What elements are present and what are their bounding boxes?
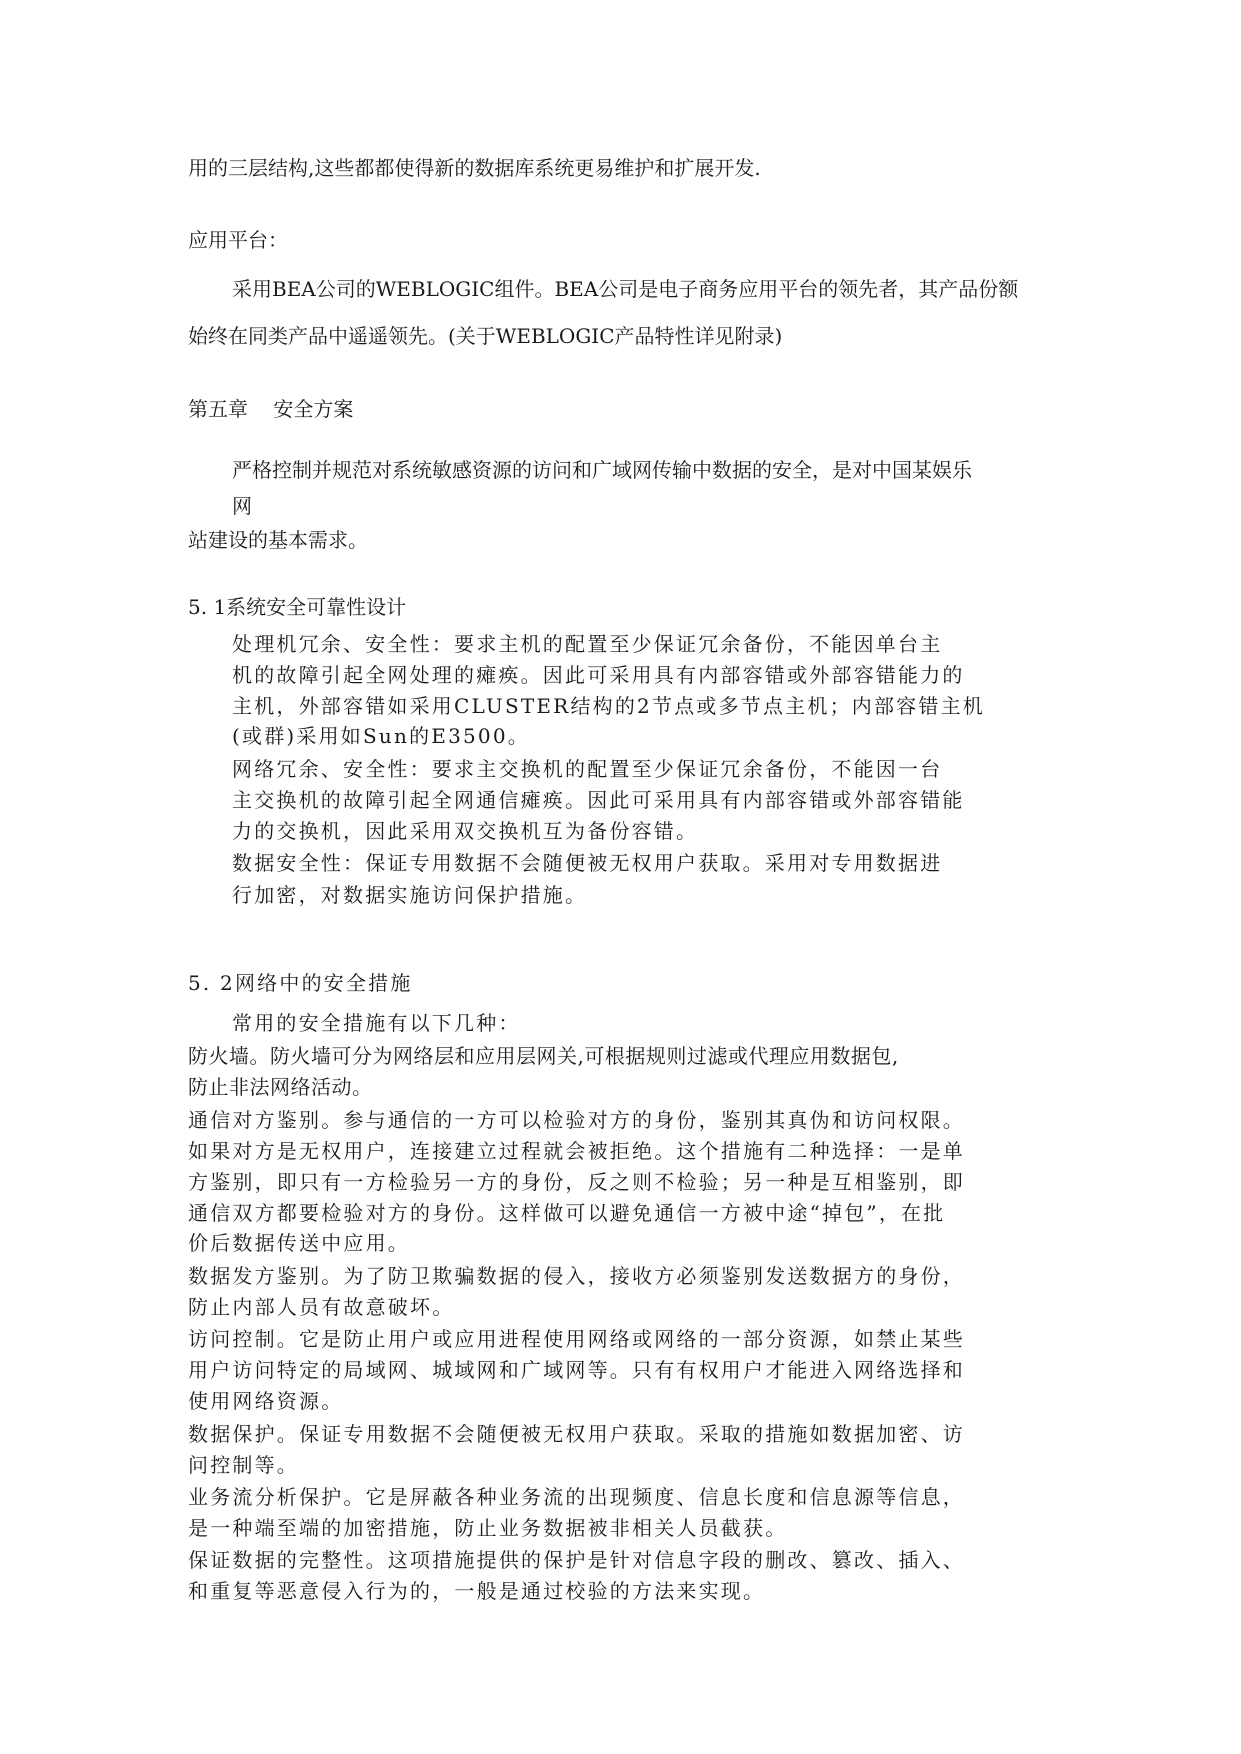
section-5-1-line: 主交换机的故障引起全网通信瘫痪。因此可采用具有内部容错或外部容错能: [232, 788, 965, 812]
measure-line: 通信对方鉴别。参与通信的一方可以检验对方的身份，鉴别其真伪和访问权限。: [188, 1108, 965, 1132]
measure-line: 通信双方都要检验对方的身份。这样做可以避免通信一方被中途“掉包”，在批: [188, 1201, 946, 1225]
section-heading-5-1: 5. 1系统安全可靠性设计: [188, 595, 407, 619]
platform-heading: 应用平台：: [188, 228, 288, 252]
chapter-intro-line: 严格控制并规范对系统敏感资源的访问和广域网传输中数据的安全，是对中国某娱乐: [232, 458, 972, 482]
section-5-1-line: 力的交换机，因此采用双交换机互为备份容错。: [232, 819, 699, 843]
section-5-1-line: 行加密，对数据实施访问保护措施。: [232, 883, 588, 907]
measure-line: 方鉴别，即只有一方检验另一方的身份，反之则不检验；另一种是互相鉴别，即: [188, 1170, 965, 1194]
section-5-1-line: 机的故障引起全网处理的瘫痪。因此可采用具有内部容错或外部容错能力的: [232, 663, 965, 687]
platform-body-line: 始终在同类产品中遥遥领先。(关于WEBLOGIC产品特性详见附录): [188, 324, 783, 348]
measure-line: 使用网络资源。: [188, 1389, 344, 1413]
section-5-1-line: 数据安全性：保证专用数据不会随便被无权用户获取。采用对专用数据进: [232, 851, 943, 875]
measure-line: 访问控制。它是防止用户或应用进程使用网络或网络的一部分资源，如禁止某些: [188, 1327, 965, 1351]
section-5-1-line: 处理机冗余、安全性：要求主机的配置至少保证冗余备份，不能因单台主: [232, 632, 943, 656]
section-5-1-line: 网络冗余、安全性：要求主交换机的配置至少保证冗余备份，不能因一台: [232, 757, 943, 781]
measure-line: 如果对方是无权用户，连接建立过程就会被拒绝。这个措施有二种选择：一是单: [188, 1139, 965, 1163]
measure-line: 价后数据传送中应用。: [188, 1231, 410, 1255]
measure-line: 数据保护。保证专用数据不会随便被无权用户获取。采取的措施如数据加密、访: [188, 1422, 965, 1446]
section-5-1-line: 主机，外部容错如采用CLUSTER结构的2节点或多节点主机；内部容错主机: [232, 694, 985, 718]
measure-line: 防止非法网络活动。: [188, 1075, 373, 1099]
section-5-1-line: (或群)采用如Sun的E3500。: [232, 724, 530, 748]
platform-body-line: 采用BEA公司的WEBLOGIC组件。BEA公司是电子商务应用平台的领先者，其产品份额: [232, 277, 1019, 301]
measure-line: 用户访问特定的局域网、城域网和广域网等。只有有权用户才能进入网络选择和: [188, 1358, 965, 1382]
measure-line: 业务流分析保护。它是屏蔽各种业务流的出现频度、信息长度和信息源等信息，: [188, 1485, 965, 1509]
intro-text: 用的三层结构,这些都都使得新的数据库系统更易维护和扩展开发.: [188, 156, 761, 180]
section-5-2-intro: 常用的安全措施有以下几种：: [232, 1011, 521, 1035]
chapter-intro-line: 网: [232, 494, 252, 518]
measure-line: 防止内部人员有故意破坏。: [188, 1295, 455, 1319]
measure-line: 防火墙。防火墙可分为网络层和应用层网关,可根据规则过滤或代理应用数据包,: [188, 1044, 899, 1068]
chapter-title: 第五章 安全方案: [188, 397, 354, 421]
measure-line: 和重复等恶意侵入行为的，一般是通过校验的方法来实现。: [188, 1579, 766, 1603]
section-heading-5-2: 5. 2网络中的安全措施: [188, 971, 413, 995]
measure-line: 保证数据的完整性。这项措施提供的保护是针对信息字段的删改、篡改、插入、: [188, 1548, 965, 1572]
measure-line: 数据发方鉴别。为了防卫欺骗数据的侵入，接收方必须鉴别发送数据方的身份，: [188, 1264, 965, 1288]
measure-line: 问控制等。: [188, 1453, 299, 1477]
measure-line: 是一种端至端的加密措施，防止业务数据被非相关人员截获。: [188, 1516, 788, 1540]
chapter-intro-line: 站建设的基本需求。: [188, 528, 368, 552]
